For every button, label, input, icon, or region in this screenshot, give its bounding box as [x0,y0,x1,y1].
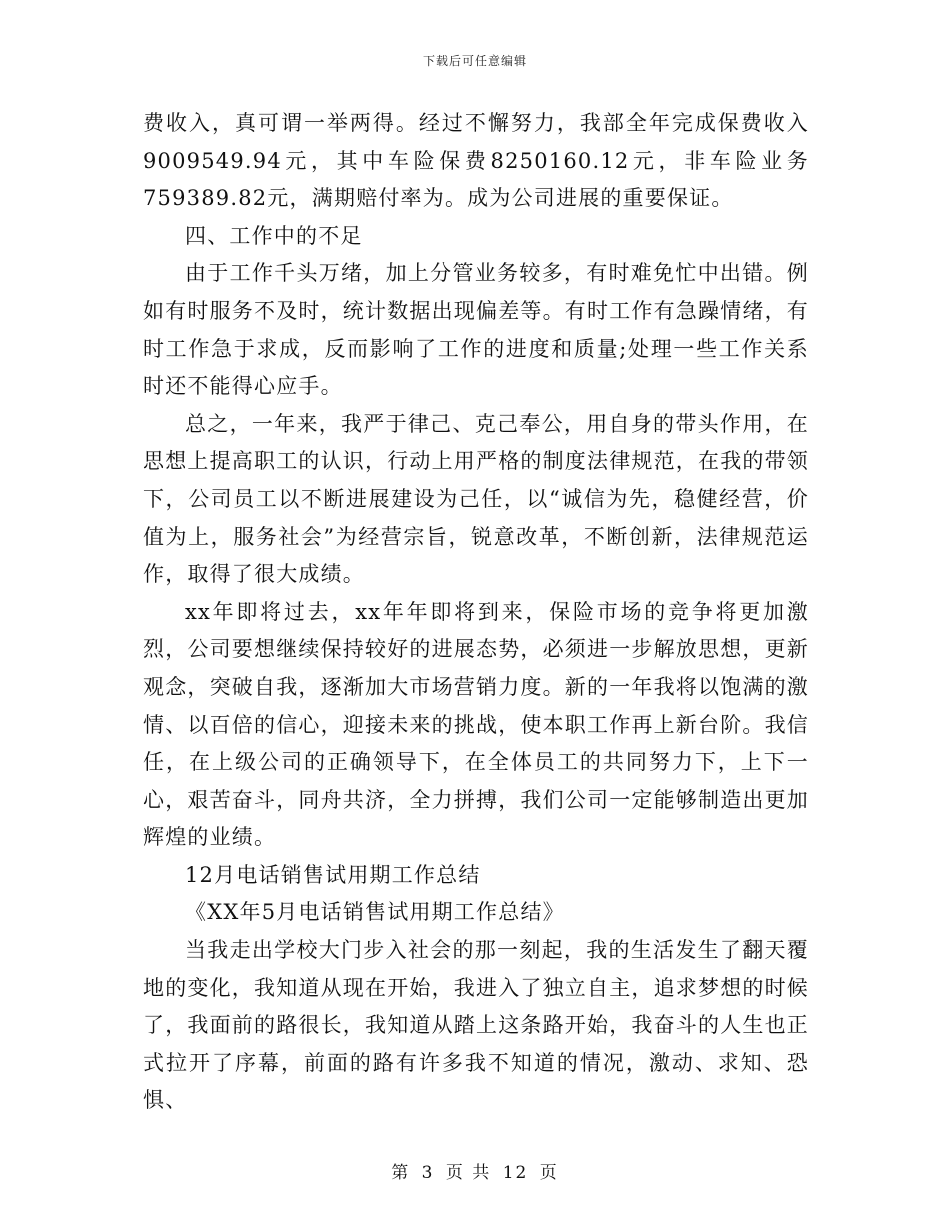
page-label-suffix: 页 [539,1163,559,1183]
total-pages-number: 12 [502,1163,529,1183]
current-page-number: 3 [421,1163,435,1183]
article-subtitle: 《XX年5月电话销售试用期工作总结》 [185,900,565,925]
page-label-mid: 页 共 [445,1163,492,1183]
section-heading: 四、工作中的不足 [185,223,363,248]
article-title: 12月电话销售试用期工作总结 [185,862,481,887]
paragraph: 总之，一年来，我严于律己、克己奉公，用自身的带头作用，在思想上提高职工的认识，行动上用严格的制度法律规范，在我的带领下，公司员工以不断进展建设为己任，以“诚信为先，稳健经营，价值为上，服务社会”为经营宗旨，锐意改革，不断创新，法律规范运作，取得了很大成绩。 [143,411,809,587]
page-label-prefix: 第 [391,1163,411,1183]
paragraph: xx年即将过去，xx年年即将到来，保险市场的竞争将更加激烈，公司要想继续保持较好的进展态势，必须进一步解放思想，更新观念，突破自我，逐渐加大市场营销力度。新的一年我将以饱满的激情、以百倍的信心，迎接未来的挑战，使本职工作再上新台阶。我信任，在上级公司的正确领导下，在全体员工的共同努力下，上下一心，艰苦奋斗，同舟共济，全力拼搏，我们公司一定能够制造出更加辉煌的业绩。 [143,599,809,850]
page-footer [0,1158,950,1183]
paragraph: 当我走出学校大门步入社会的那一刻起，我的生活发生了翻天覆地的变化，我知道从现在开始，我进入了独立自主，追求梦想的时候了，我面前的路很长，我知道从踏上这条路开始，我奋斗的人生也正式拉开了序幕，前面的路有许多我不知道的情况，激动、求知、恐惧、 [143,938,809,1113]
header-note: 下载后可任意编辑 [422,54,527,68]
body-text [143,105,809,1120]
paragraph: 由于工作千头万绪，加上分管业务较多，有时难免忙中出错。例如有时服务不及时，统计数据出现偏差等。有时工作有急躁情绪，有时工作急于求成，反而影响了工作的进度和质量;处理一些工作关系时还不能得心应手。 [143,261,809,399]
paragraph: 费收入，真可谓一举两得。经过不懈努力，我部全年完成保费收入9009549.94元，其中车险保费8250160.12元，非车险业务759389.82元，满期赔付率为。成为公司进展的重要保证。 [143,111,809,211]
